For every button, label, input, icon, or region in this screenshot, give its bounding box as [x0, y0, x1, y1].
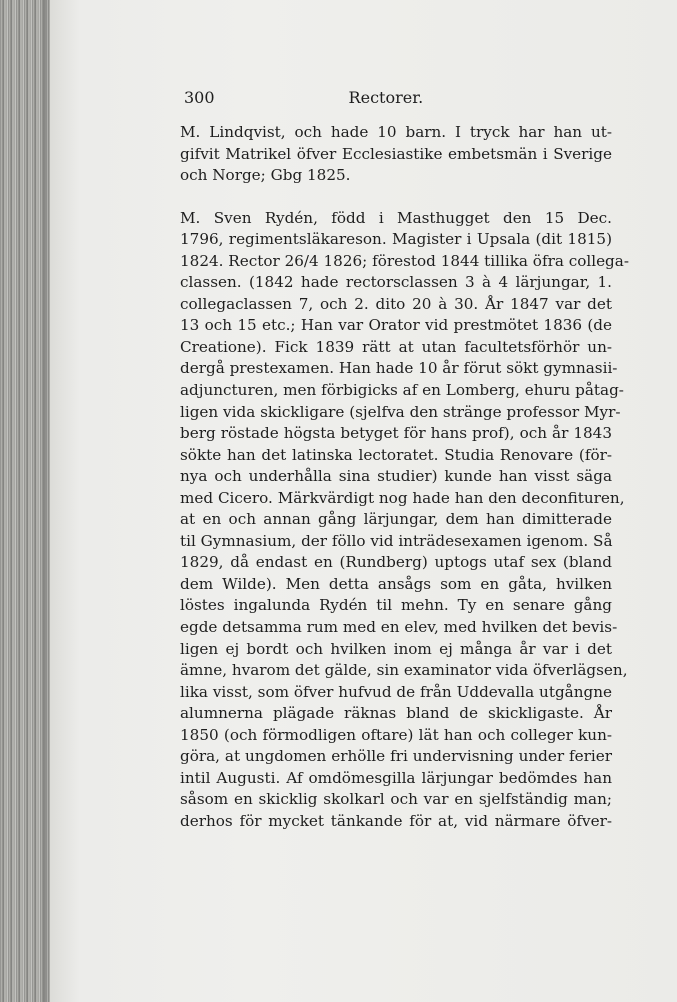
text-line: intil Augusti. Af omdömesgilla lärjungar bedömdes han [180, 768, 612, 787]
text-line: sökte han det latinska lectoratet. Studia Renovare (för- [180, 445, 612, 464]
text-line: M. Sven Rydén, född i Masthugget den 15 Dec. [180, 208, 612, 227]
text-line: til Gymnasium, der föllo vid inträdesexamen igenom. Så [180, 531, 613, 550]
text-line: dergå prestexamen. Han hade 10 år förut sökt gymnasii- [180, 359, 618, 378]
text-line: derhos för mycket tänkande för at, vid närmare öfver- [180, 811, 612, 830]
text-line: med Cicero. Märkvärdigt nog hade han den deconfituren, [180, 488, 625, 507]
running-title: Rectorer. [348, 88, 424, 107]
text-line: ligen ej bordt och hvilken inom ej många år var i det [180, 639, 612, 658]
text-line: berg röstade högsta betyget för hans prof), och år 1843 [180, 424, 612, 443]
body-text [180, 122, 629, 833]
text-line: och Norge; Gbg 1825. [180, 166, 351, 185]
text-line: 1796, regimentsläkareson. Magister i Upsala (dit 1815) [180, 230, 612, 249]
text-line: 13 och 15 etc.; Han var Orator vid prestmötet 1836 (de [180, 316, 612, 335]
text-line: 1829, då endast en (Rundberg) uptogs utaf sex (bland [180, 553, 612, 572]
book-spine-edge [0, 0, 50, 1002]
text-line: såsom en skicklig skolkarl och var en sjelfständig man; [180, 790, 612, 809]
paragraph-gap [180, 187, 612, 208]
text-line: göra, at ungdomen erhölle fri undervisning under ferier [180, 747, 612, 766]
page-number: 300 [184, 88, 215, 107]
text-line: ligen vida skickligare (sjelfva den stränge professor Myr- [180, 402, 621, 421]
text-line: egde detsamma rum med en elev, med hvilken det bevis- [180, 618, 618, 637]
text-line: 1824. Rector 26/4 1826; förestod 1844 tillika öfra collega- [180, 251, 629, 270]
text-line: lika visst, som öfver hufvud de från Uddevalla utgångne [180, 682, 612, 701]
text-line: Creatione). Fick 1839 rätt at utan facultetsförhör un- [180, 337, 612, 356]
text-line: dem Wilde). Men detta ansågs som en gåta, hvilken [180, 574, 612, 593]
text-line: löstes ingalunda Rydén til mehn. Ty en senare gång [180, 596, 612, 615]
text-line: nya och underhålla sina studier) kunde han visst säga [180, 467, 612, 486]
text-line: gifvit Matrikel öfver Ecclesiastike embetsmän i Sverige [180, 144, 612, 163]
text-line: M. Lindqvist, och hade 10 barn. I tryck har han ut- [180, 123, 612, 141]
text-line: classen. (1842 hade rectorsclassen 3 à 4 lärjungar, 1. [180, 273, 612, 292]
text-line: 1850 (och förmodligen oftare) lät han och colleger kun- [180, 725, 612, 744]
page-header [184, 88, 614, 107]
text-line: ämne, hvarom det gälde, sin examinator vida öfverlägsen, [180, 661, 628, 680]
text-line: collegaclassen 7, och 2. dito 20 à 30. År 1847 var det [180, 294, 612, 313]
text-line: at en och annan gång lärjungar, dem han dimitterade [180, 510, 612, 529]
text-line: adjuncturen, men förbigicks af en Lomberg, ehuru påtag- [180, 381, 624, 400]
text-line: alumnerna plägade räknas bland de skickligaste. År [180, 704, 612, 723]
